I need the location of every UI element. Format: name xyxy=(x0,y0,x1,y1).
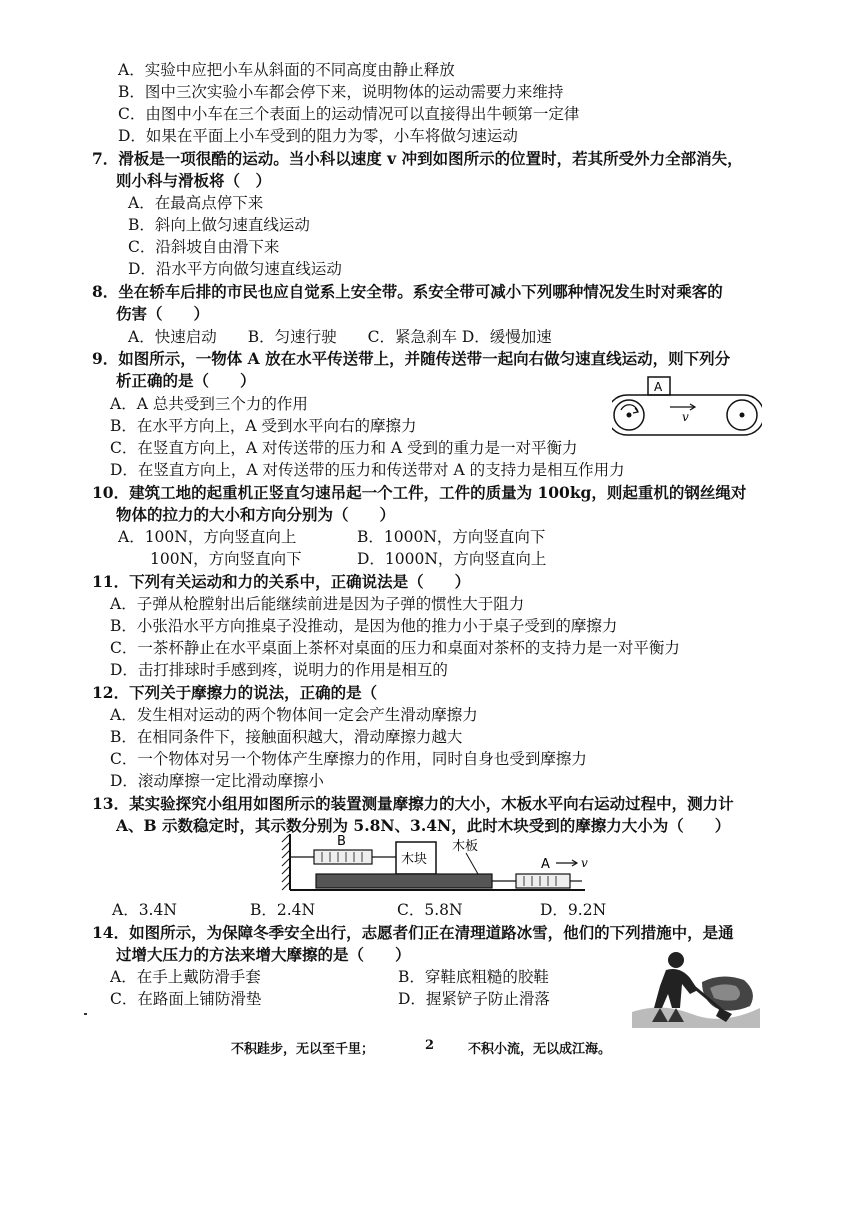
q7-option-d: D．沿水平方向做匀速直线运动 xyxy=(128,260,342,278)
q10-option-c: 100N，方向竖直向下 xyxy=(150,550,302,568)
wooden-block-label: 木块 xyxy=(401,852,428,867)
q12-option-d: D．滚动摩擦一定比滑动摩擦小 xyxy=(110,772,324,790)
worker-head xyxy=(668,952,684,968)
q14-option-a: A．在手上戴防滑手套 xyxy=(110,968,261,986)
q8-stem-line2: 伤害（ ） xyxy=(116,304,210,323)
q6-option-b: B．图中三次实验小车都会停下来，说明物体的运动需要力来维持 xyxy=(118,83,564,101)
scale-b-label: B xyxy=(337,834,346,849)
q12-stem: 12．下列关于摩擦力的说法，正确的是（ xyxy=(92,683,378,702)
q13-option-a: A．3.4N xyxy=(112,901,177,919)
footer-motto-right: 不积小流，无以成江海。 xyxy=(468,1042,612,1057)
footer-motto-left: 不积跬步，无以至千里； xyxy=(231,1042,375,1057)
q10-option-b: B．1000N，方向竖直向下 xyxy=(357,528,546,546)
q12-option-a: A．发生相对运动的两个物体间一定会产生滑动摩擦力 xyxy=(110,706,478,724)
q14-stem-line1: 14．如图所示，为保障冬季安全出行，志愿者们正在清理道路冰雪，他们的下列措施中，是通 xyxy=(92,923,734,942)
snow-shoveling-illustration xyxy=(632,942,760,1028)
q13-option-b: B．2.4N xyxy=(250,901,316,919)
q7-stem-line1: 7．滑板是一项很酷的运动。当小科以速度 v 冲到如图所示的位置时，若其所受外力全部消失， xyxy=(92,149,743,168)
q7-option-c: C．沿斜坡自由滑下来 xyxy=(128,238,280,256)
q8-stem-line1: 8．坐在轿车后排的市民也应自觉系上安全带。系安全带可减小下列哪种情况发生时对乘客的 xyxy=(92,282,723,301)
spring-scale-b xyxy=(314,850,372,864)
q12-option-c: C．一个物体对另一个物体产生摩擦力的作用，同时自身也受到摩擦力 xyxy=(110,750,587,768)
q7-option-b: B．斜向上做匀速直线运动 xyxy=(128,216,310,234)
q8-options: A．快速启动 B．匀速行驶 C．紧急刹车 D．缓慢加速 xyxy=(128,328,552,346)
q11-option-a: A．子弹从枪膛射出后能继续前进是因为子弹的惯性大于阻力 xyxy=(110,595,525,613)
q11-option-c: C．一茶杯静止在水平桌面上茶杯对桌面的压力和桌面对茶杯的支持力是一对平衡力 xyxy=(110,639,680,657)
page-number: 2 xyxy=(425,1038,435,1053)
q6-option-d: D．如果在平面上小车受到的阻力为零，小车将做匀速运动 xyxy=(118,127,518,145)
q14-stem-line2: 过增大压力的方法来增大摩擦的是（ ） xyxy=(116,945,411,964)
q13-option-c: C．5.8N xyxy=(397,901,463,919)
wooden-board-label: 木板 xyxy=(452,839,479,854)
friction-apparatus-figure xyxy=(280,830,600,898)
q11-option-b: B．小张沿水平方向推桌子没推动，是因为他的推力小于桌子受到的摩擦力 xyxy=(110,617,618,635)
wooden-board xyxy=(316,874,492,888)
q12-option-b: B．在相同条件下，接触面积越大，滑动摩擦力越大 xyxy=(110,728,463,746)
scan-mark xyxy=(84,1013,87,1015)
q13-option-d: D．9.2N xyxy=(540,901,607,919)
q9-option-c: C．在竖直方向上，A 对传送带的压力和 A 受到的重力是一对平衡力 xyxy=(110,439,578,457)
q10-stem-line2: 物体的拉力的大小和方向分别为（ ） xyxy=(116,505,396,524)
scale-a-label: A xyxy=(541,857,550,872)
q9-option-d: D．在竖直方向上，A 对传送带的压力和传送带对 A 的支持力是相互作用力 xyxy=(110,461,625,479)
q11-option-d: D．击打排球时手感到疼，说明力的作用是相互的 xyxy=(110,661,448,679)
block-a-label: A xyxy=(654,380,663,394)
q14-option-b: B．穿鞋底粗糙的胶鞋 xyxy=(398,968,549,986)
q7-stem-line2: 则小科与滑板将（ ） xyxy=(116,171,272,190)
q10-option-a: A．100N，方向竖直向上 xyxy=(118,528,297,546)
q9-stem-line1: 9．如图所示，一物体 A 放在水平传送带上，并随传送带一起向右做匀速直线运动，则下列分 xyxy=(92,349,731,368)
velocity-label: v xyxy=(682,410,689,424)
q9-option-a: A．A 总共受到三个力的作用 xyxy=(110,395,308,413)
q9-stem-line2: 析正确的是（ ） xyxy=(116,371,256,390)
q6-option-c: C．由图中小车在三个表面上的运动情况可以直接得出牛顿第一定律 xyxy=(118,105,580,123)
velocity-label: v xyxy=(581,856,588,870)
q10-stem-line1: 10．建筑工地的起重机正竖直匀速吊起一个工件，工件的质量为 100kg，则起重机的钢丝绳对 xyxy=(92,483,747,502)
q14-option-c: C．在路面上铺防滑垫 xyxy=(110,990,262,1008)
q9-option-b: B．在水平方向上，A 受到水平向右的摩擦力 xyxy=(110,417,417,435)
q11-stem: 11．下列有关运动和力的关系中，正确说法是（ ） xyxy=(92,572,471,591)
conveyor-belt-figure xyxy=(612,374,762,438)
q14-option-d: D．握紧铲子防止滑落 xyxy=(398,990,550,1008)
q13-stem-line2: A、B 示数稳定时，其示数分别为 5.8N、3.4N，此时木块受到的摩擦力大小为（ ） xyxy=(116,816,731,835)
q10-option-d: D．1000N，方向竖直向上 xyxy=(357,550,547,568)
q7-option-a: A．在最高点停下来 xyxy=(128,194,264,212)
q6-option-a: A．实验中应把小车从斜面的不同高度由静止释放 xyxy=(118,61,455,79)
q13-stem-line1: 13．某实验探究小组用如图所示的装置测量摩擦力的大小，木板水平向右运动过程中，测力计 xyxy=(92,794,734,813)
